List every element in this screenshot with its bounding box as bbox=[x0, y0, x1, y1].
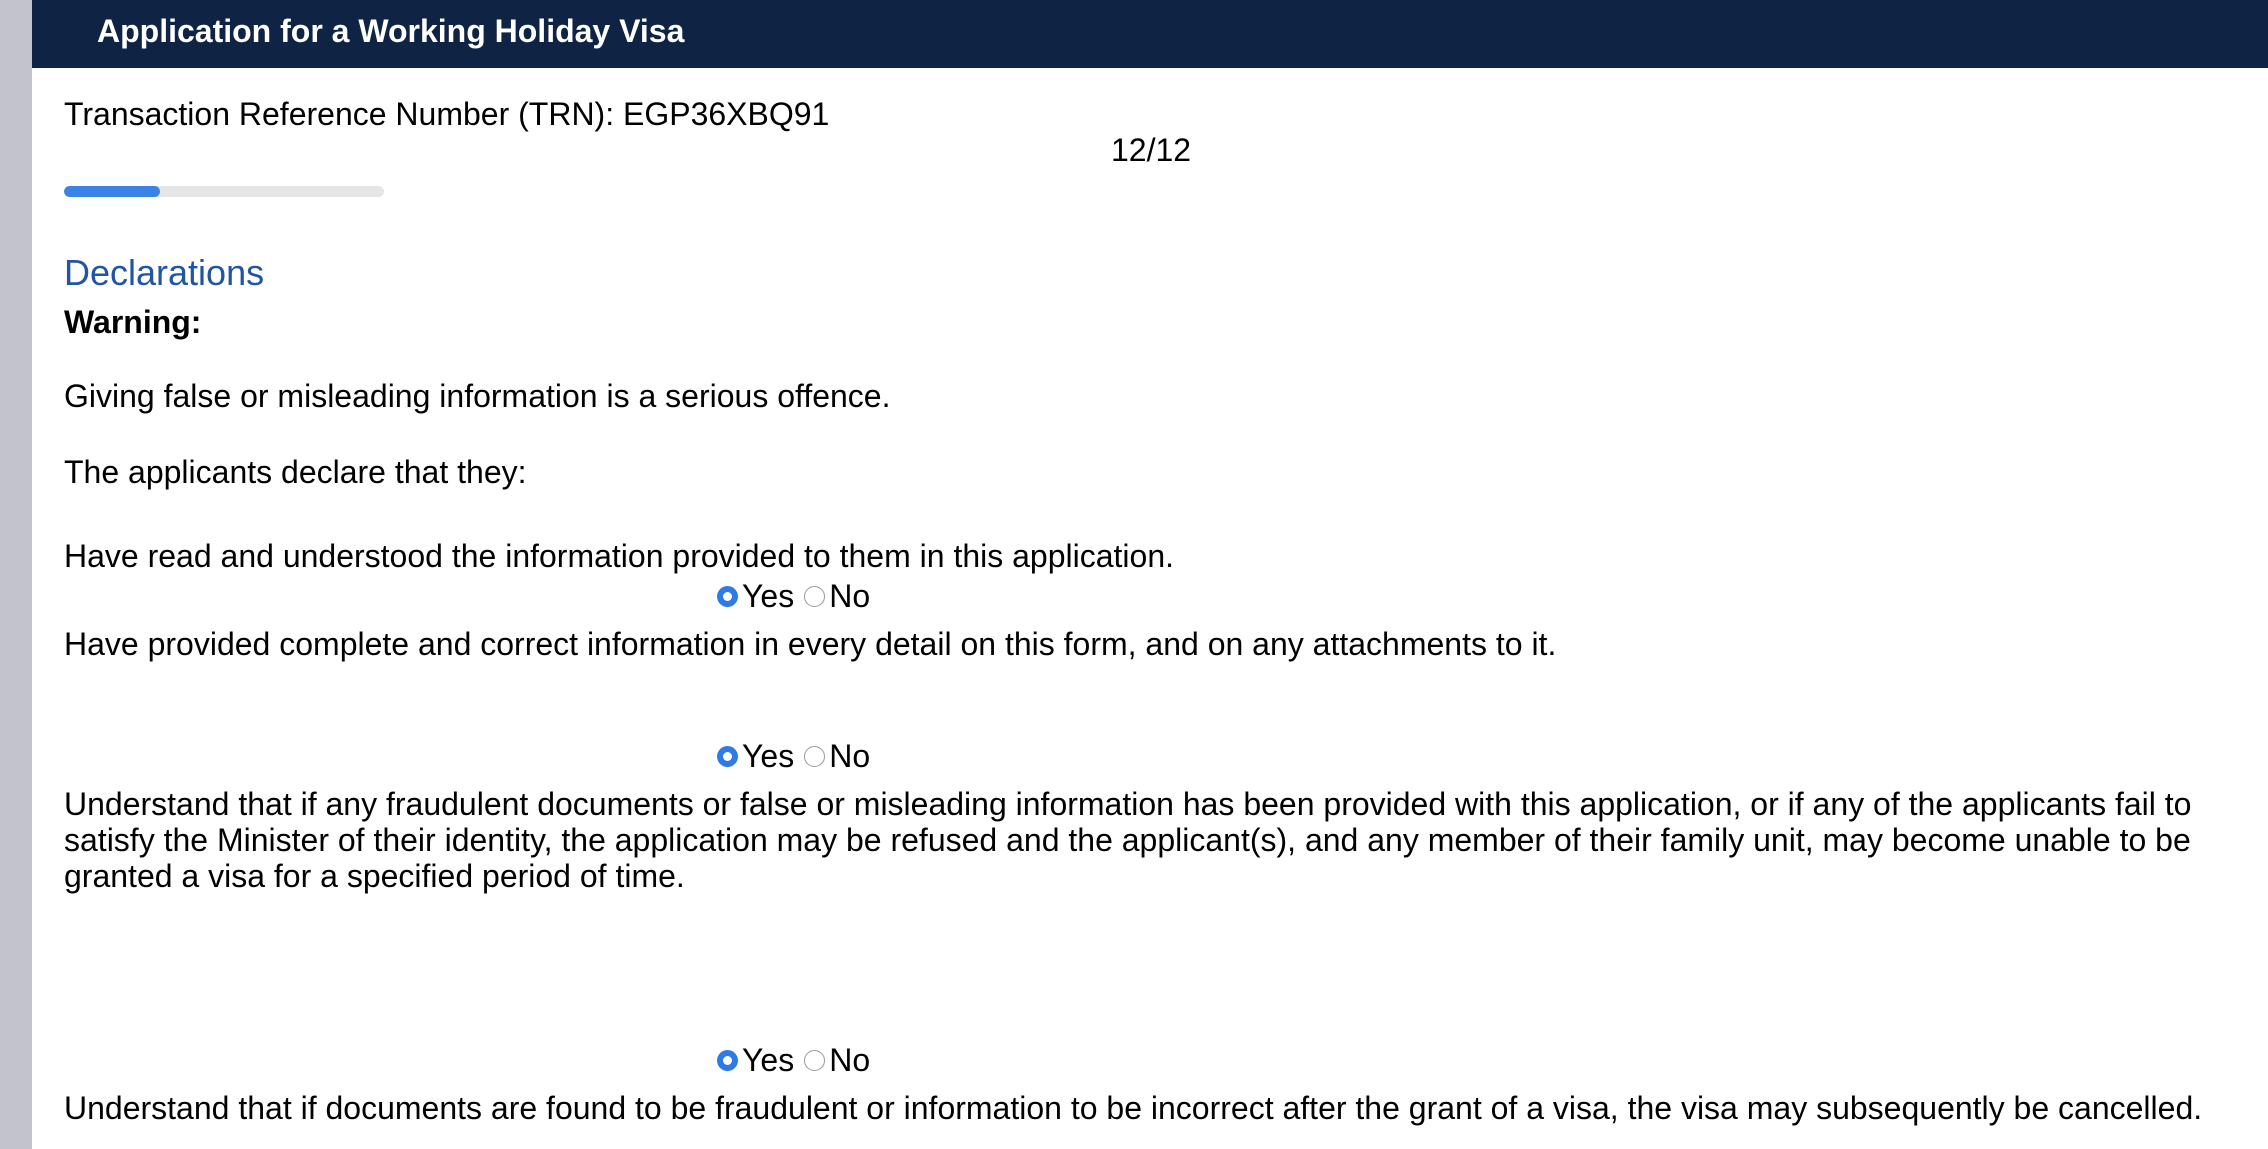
form-content bbox=[64, 68, 2268, 1149]
trn-label: Transaction Reference Number (TRN): EGP36XBQ91 bbox=[64, 96, 830, 132]
declaration-2-no-label[interactable]: No bbox=[829, 737, 871, 774]
declaration-2-yes-label[interactable]: Yes bbox=[742, 737, 795, 774]
warning-label: Warning: bbox=[64, 304, 202, 340]
progress-bar bbox=[64, 186, 384, 197]
declaration-3-text: Understand that if any fraudulent documents or false or misleading information has been provided with this application, or if any of the applicants fail to satisfy the Minister of their identity, the application may be refused and the applicant(s), and any member of their family unit, may become unable to be granted a visa for a specified period of time. bbox=[64, 786, 2192, 894]
page-title: Application for a Working Holiday Visa bbox=[97, 13, 685, 49]
declaration-1-radio-group bbox=[715, 576, 878, 616]
declaration-1-no-radio[interactable] bbox=[804, 586, 825, 607]
header-bar bbox=[32, 0, 2268, 68]
page-counter: 12/12 bbox=[1111, 132, 1192, 168]
declaration-3-yes-label[interactable]: Yes bbox=[742, 1041, 795, 1078]
declaration-2-text: Have provided complete and correct information in every detail on this form, and on any attachments to it. bbox=[64, 626, 1557, 662]
declaration-3-no-label[interactable]: No bbox=[829, 1041, 871, 1078]
declaration-1-text: Have read and understood the information provided to them in this application. bbox=[64, 538, 1175, 574]
window-left-gutter bbox=[0, 0, 32, 1149]
declaration-2-no-radio[interactable] bbox=[804, 746, 825, 767]
declaration-3-no-radio[interactable] bbox=[804, 1050, 825, 1071]
warning-text: Giving false or misleading information is a serious offence. bbox=[64, 378, 891, 414]
declaration-1-no-label[interactable]: No bbox=[829, 577, 871, 614]
declaration-1-yes-label[interactable]: Yes bbox=[742, 577, 795, 614]
progress-bar-fill bbox=[64, 186, 160, 197]
declare-intro: The applicants declare that they: bbox=[64, 454, 527, 490]
section-title: Declarations bbox=[64, 252, 265, 293]
declaration-3-yes-radio[interactable] bbox=[717, 1050, 738, 1071]
declaration-1-yes-radio[interactable] bbox=[717, 586, 738, 607]
declaration-2-yes-radio[interactable] bbox=[717, 746, 738, 767]
declaration-3-radio-group bbox=[715, 1040, 878, 1080]
declaration-2-radio-group bbox=[715, 736, 878, 776]
declaration-4-text: Understand that if documents are found to be fraudulent or information to be incorrect after the grant of a visa, the visa may subsequently be cancelled. bbox=[64, 1090, 2203, 1126]
